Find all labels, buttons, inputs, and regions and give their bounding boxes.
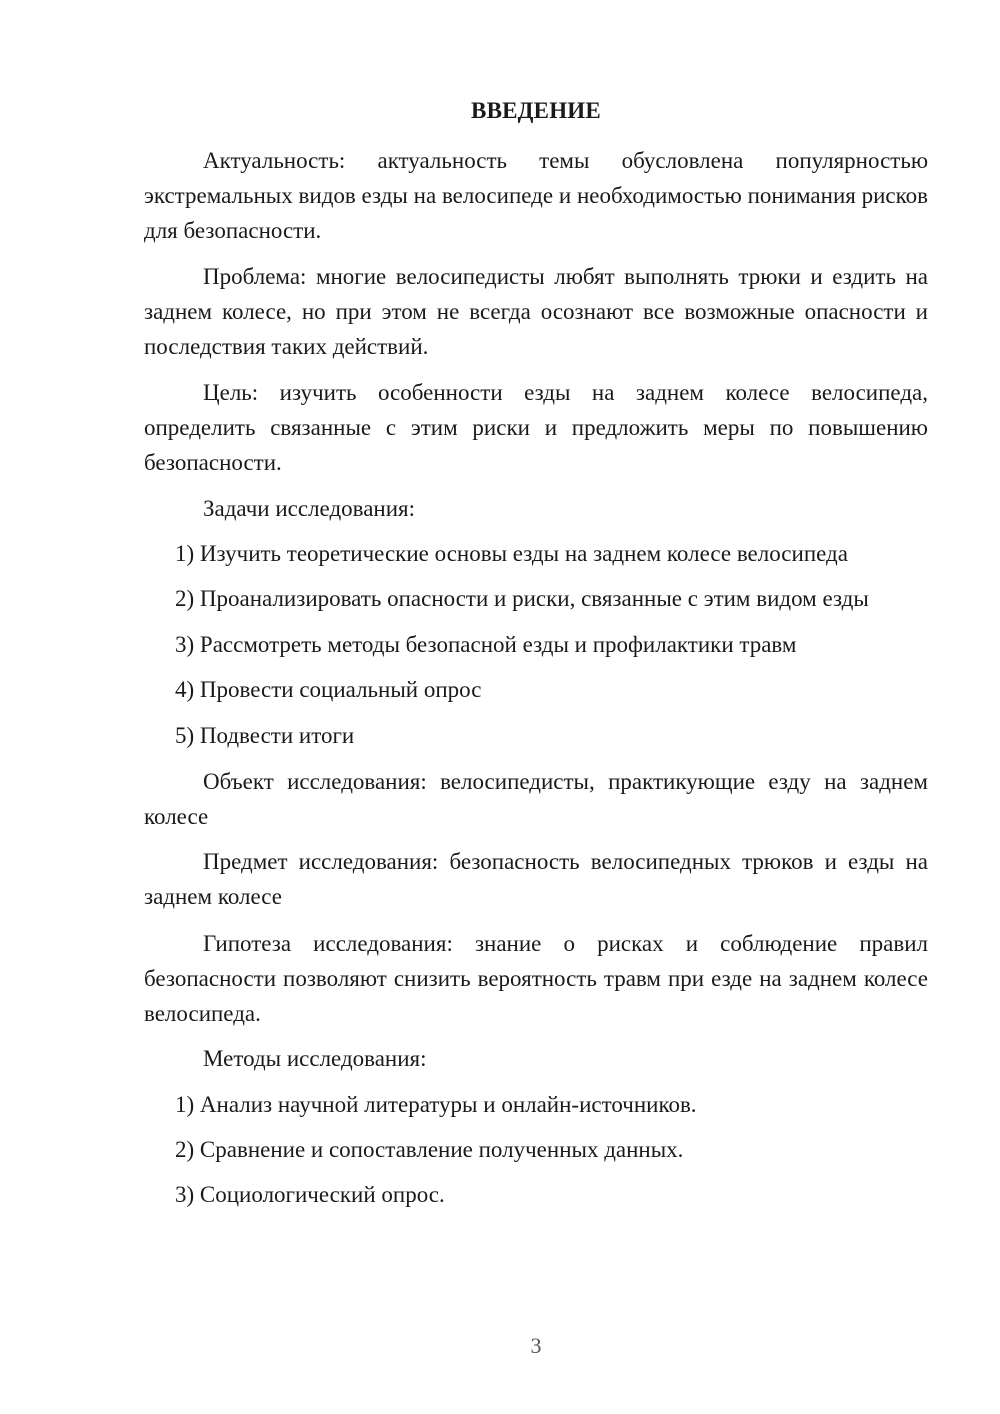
methods-heading: Методы исследования:	[203, 1046, 427, 1071]
relevance-paragraph: Актуальность: актуальность темы обусловлена популярностью экстремальных видов езды на велосипеде и необходимостью понимания рисков для безопасности.	[144, 148, 928, 243]
problem-paragraph: Проблема: многие велосипедисты любят выполнять трюки и ездить на заднем колесе, но при этом не всегда осознают все возможные опасности и последствия таких действий.	[144, 264, 928, 359]
task-item-5: 5) Подвести итоги	[175, 723, 355, 748]
goal-paragraph: Цель: изучить особенности езды на заднем колесе велосипеда, определить связанные с этим риски и предложить меры по повышению безопасности.	[144, 380, 928, 475]
task-item-4: 4) Провести социальный опрос	[175, 677, 482, 702]
section-title: ВВЕДЕНИЕ	[471, 98, 601, 123]
object-paragraph: Объект исследования: велосипедисты, практикующие езду на заднем колесе	[144, 769, 928, 829]
subject-paragraph: Предмет исследования: безопасность велосипедных трюков и езды на заднем колесе	[144, 849, 928, 909]
task-item-3: 3) Рассмотреть методы безопасной езды и профилактики травм	[175, 632, 797, 657]
page-number: 3	[530, 1333, 542, 1358]
method-item-3: 3) Социологический опрос.	[175, 1182, 445, 1207]
method-item-1: 1) Анализ научной литературы и онлайн-источников.	[175, 1092, 697, 1117]
tasks-heading: Задачи исследования:	[203, 496, 416, 521]
method-item-2: 2) Сравнение и сопоставление полученных данных.	[175, 1137, 684, 1162]
task-item-2: 2) Проанализировать опасности и риски, связанные с этим видом езды	[175, 586, 869, 611]
hypothesis-paragraph: Гипотеза исследования: знание о рисках и соблюдение правил безопасности позволяют снизить вероятность травм при езде на заднем колесе велосипеда.	[144, 931, 928, 1026]
task-item-1: 1) Изучить теоретические основы езды на заднем колесе велосипеда	[175, 541, 848, 566]
